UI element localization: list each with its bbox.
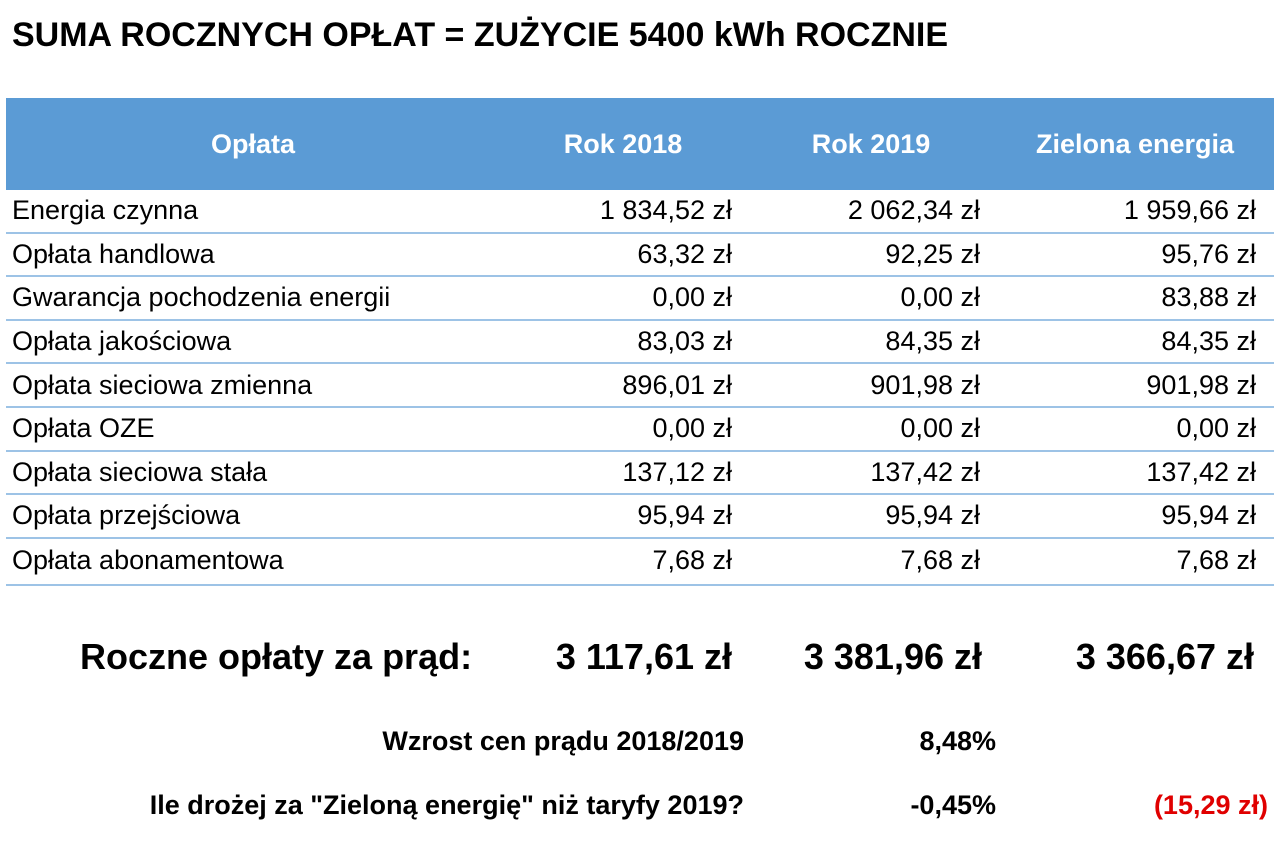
value-2019: 95,94 zł [885, 500, 980, 531]
value-2018: 95,94 zł [637, 500, 732, 531]
table-row [6, 190, 1274, 234]
fee-name: Opłata sieciowa stała [12, 456, 268, 487]
fee-name: Opłata abonamentowa [12, 545, 284, 576]
value-green: 901,98 zł [1146, 369, 1256, 400]
value-2019: 2 062,34 zł [847, 195, 980, 226]
value-2018: 1 834,52 zł [599, 195, 732, 226]
value-2019: 137,42 zł [870, 456, 980, 487]
value-2019: 84,35 zł [885, 326, 980, 357]
value-green: 83,88 zł [1161, 282, 1256, 313]
header-2019: Rok 2019 [811, 128, 931, 159]
annual-total-row [0, 636, 1280, 686]
fee-name: Opłata sieciowa zmienna [12, 369, 313, 400]
annual-total-green: 3 366,67 zł [1075, 636, 1254, 677]
table-row [6, 321, 1274, 365]
table-row [6, 408, 1274, 452]
green-energy-diff-percent: -0,45% [910, 790, 996, 820]
price-increase-value: 8,48% [919, 726, 996, 756]
header-fee: Opłata [210, 128, 296, 159]
green-energy-diff-amount: (15,29 zł) [1153, 790, 1268, 820]
fee-name: Opłata handlowa [12, 238, 215, 269]
header-green-energy: Zielona energia [1035, 128, 1235, 159]
fee-name: Opłata przejściowa [12, 500, 241, 531]
value-green: 7,68 zł [1176, 545, 1256, 576]
table-row [6, 277, 1274, 321]
price-increase-row [0, 726, 1280, 766]
page-title: SUMA ROCZNYCH OPŁAT = ZUŻYCIE 5400 kWh ROCZNIE [12, 16, 949, 54]
value-green: 0,00 zł [1176, 413, 1256, 444]
value-2018: 0,00 zł [652, 282, 732, 313]
fees-table [6, 98, 1274, 582]
fee-name: Opłata jakościowa [12, 326, 232, 357]
value-green: 137,42 zł [1146, 456, 1256, 487]
value-2018: 137,12 zł [622, 456, 732, 487]
value-green: 95,76 zł [1161, 238, 1256, 269]
value-green: 84,35 zł [1161, 326, 1256, 357]
annual-total-label: Roczne opłaty za prąd: [80, 636, 473, 677]
table-bottom-border [6, 584, 1274, 586]
header-2018: Rok 2018 [563, 128, 683, 159]
annual-total-2019: 3 381,96 zł [803, 636, 982, 677]
table-header [6, 98, 1274, 190]
green-energy-diff-row [0, 790, 1280, 830]
value-2018: 0,00 zł [652, 413, 732, 444]
fee-name: Opłata OZE [12, 413, 155, 444]
table-row [6, 495, 1274, 539]
value-2019: 7,68 zł [900, 545, 980, 576]
table-row [6, 452, 1274, 496]
table-row [6, 234, 1274, 278]
fee-name: Energia czynna [12, 195, 199, 226]
price-increase-label: Wzrost cen prądu 2018/2019 [382, 726, 744, 756]
value-green: 1 959,66 zł [1123, 195, 1256, 226]
table-row [6, 364, 1274, 408]
value-2018: 896,01 zł [622, 369, 732, 400]
table-body [6, 190, 1274, 582]
value-2019: 0,00 zł [900, 282, 980, 313]
value-2018: 83,03 zł [637, 326, 732, 357]
value-2019: 0,00 zł [900, 413, 980, 444]
value-2018: 63,32 zł [637, 238, 732, 269]
table-row [6, 539, 1274, 583]
value-green: 95,94 zł [1161, 500, 1256, 531]
green-energy-diff-label: Ile drożej za "Zieloną energię" niż taryfy 2019? [149, 790, 744, 820]
fee-name: Gwarancja pochodzenia energii [12, 282, 391, 313]
value-2019: 92,25 zł [885, 238, 980, 269]
annual-total-2018: 3 117,61 zł [555, 636, 732, 677]
value-2018: 7,68 zł [652, 545, 732, 576]
value-2019: 901,98 zł [870, 369, 980, 400]
